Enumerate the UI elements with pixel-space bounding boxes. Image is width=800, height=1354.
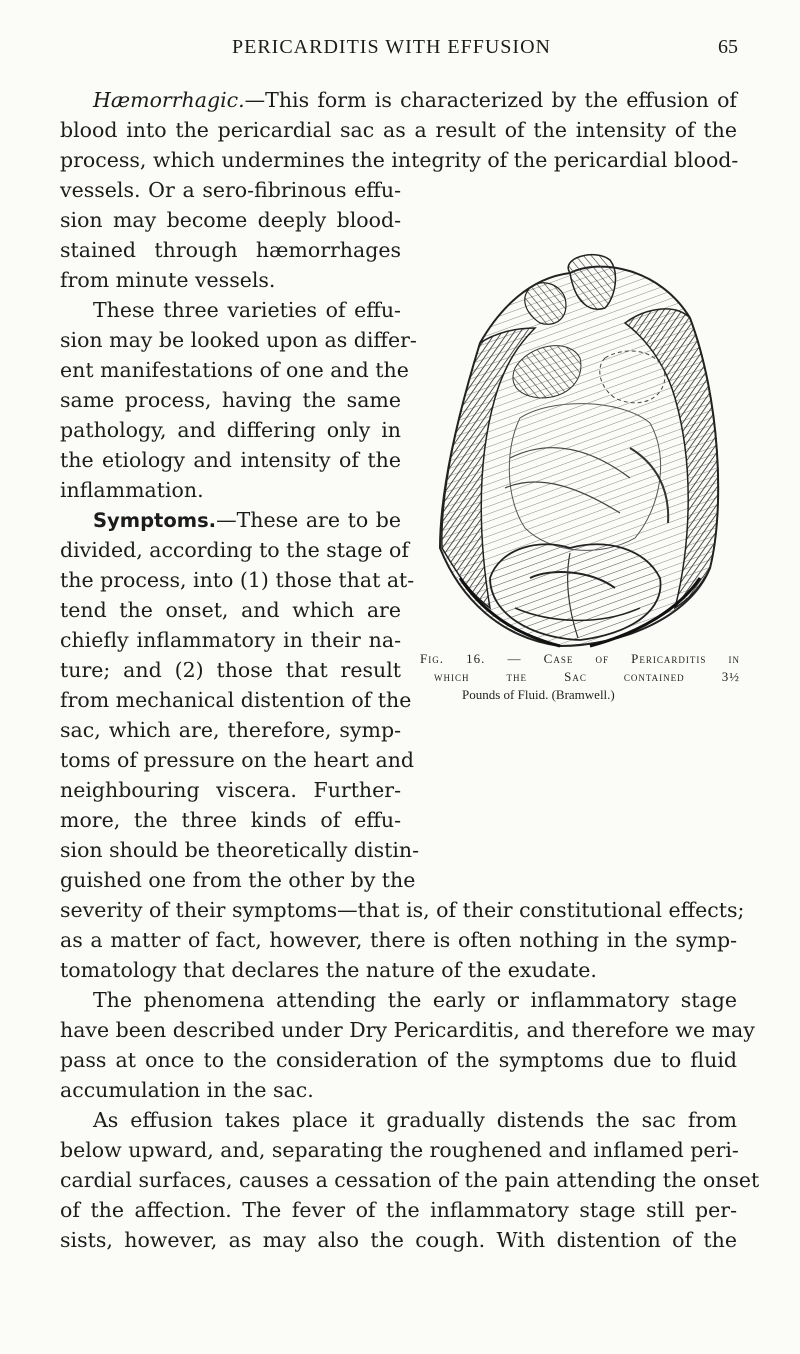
text-line: chiefly inflammatory in their na- bbox=[60, 628, 401, 652]
section-heading-symptoms: Symptoms. bbox=[93, 509, 217, 532]
text-line: vessels. Or a sero-fibrinous effu- bbox=[60, 178, 401, 202]
text-line: inflammation. bbox=[60, 478, 204, 502]
page-header bbox=[0, 36, 800, 64]
text-line: stained through hæmorrhages bbox=[60, 238, 401, 262]
page-number: 65 bbox=[718, 36, 738, 58]
text-line: have been described under Dry Pericarditis, and therefore we may bbox=[60, 1018, 755, 1042]
text-line: Symptoms.—These are to be bbox=[93, 508, 401, 532]
text-line: guished one from the other by the bbox=[60, 868, 416, 892]
text-line: blood into the pericardial sac as a result of the intensity of the bbox=[60, 118, 737, 142]
text-line: accumulation in the sac. bbox=[60, 1078, 314, 1102]
caption-line: Fig. 16. — Case of Pericarditis in bbox=[420, 651, 740, 666]
text-line: process, which undermines the integrity of the pericardial blood- bbox=[60, 148, 739, 172]
text-line: pathology, and differing only in bbox=[60, 418, 401, 442]
figure-caption bbox=[420, 650, 740, 704]
text-line: toms of pressure on the heart and bbox=[60, 748, 415, 772]
text-line: As effusion takes place it gradually distends the sac from bbox=[93, 1108, 737, 1132]
text-line: same process, having the same bbox=[60, 388, 401, 412]
text-line: severity of their symptoms—that is, of their constitutional effects; bbox=[60, 898, 745, 922]
text-line: pass at once to the consideration of the symptoms due to fluid bbox=[60, 1048, 737, 1072]
text-line: sion may become deeply blood- bbox=[60, 208, 401, 232]
text-line: the process, into (1) those that at- bbox=[60, 568, 415, 592]
running-head: PERICARDITIS WITH EFFUSION bbox=[232, 36, 551, 58]
text-line: divided, according to the stage of bbox=[60, 538, 409, 562]
text-line: sists, however, as may also the cough. With distention of the bbox=[60, 1228, 737, 1252]
caption-line: which the Sac contained 3½ bbox=[434, 669, 740, 684]
section-term-haemorrhagic: Hæmorrhagic. bbox=[93, 88, 245, 112]
text-line: ture; and (2) those that result bbox=[60, 658, 401, 682]
text-line: the etiology and intensity of the bbox=[60, 448, 401, 472]
text-line: sion may be looked upon as differ- bbox=[60, 328, 417, 352]
text-line: from mechanical distention of the bbox=[60, 688, 412, 712]
text-line: as a matter of fact, however, there is often nothing in the symp- bbox=[60, 928, 737, 952]
text-line: ent manifestations of one and the bbox=[60, 358, 409, 382]
text-line: sion should be theoretically distin- bbox=[60, 838, 420, 862]
text-line: Hæmorrhagic.—This form is characterized by the effusion of bbox=[93, 88, 737, 112]
text-line: sac, which are, therefore, symp- bbox=[60, 718, 401, 742]
text-line: below upward, and, separating the roughened and inflamed peri- bbox=[60, 1138, 739, 1162]
text-line: These three varieties of effu- bbox=[93, 298, 401, 322]
text-line: The phenomena attending the early or inflammatory stage bbox=[93, 988, 737, 1012]
text-line: of the affection. The fever of the inflammatory stage still per- bbox=[60, 1198, 737, 1222]
text-line: tomatology that declares the nature of the exudate. bbox=[60, 958, 597, 982]
text-line: more, the three kinds of effu- bbox=[60, 808, 401, 832]
pericarditis-illustration bbox=[420, 248, 738, 648]
text-line: tend the onset, and which are bbox=[60, 598, 401, 622]
caption-line: Pounds of Fluid. (Bramwell.) bbox=[462, 687, 615, 702]
text-line: from minute vessels. bbox=[60, 268, 276, 292]
text-line: neighbouring viscera. Further- bbox=[60, 778, 401, 802]
text-line: cardial surfaces, causes a cessation of the pain attending the onset bbox=[60, 1168, 760, 1192]
